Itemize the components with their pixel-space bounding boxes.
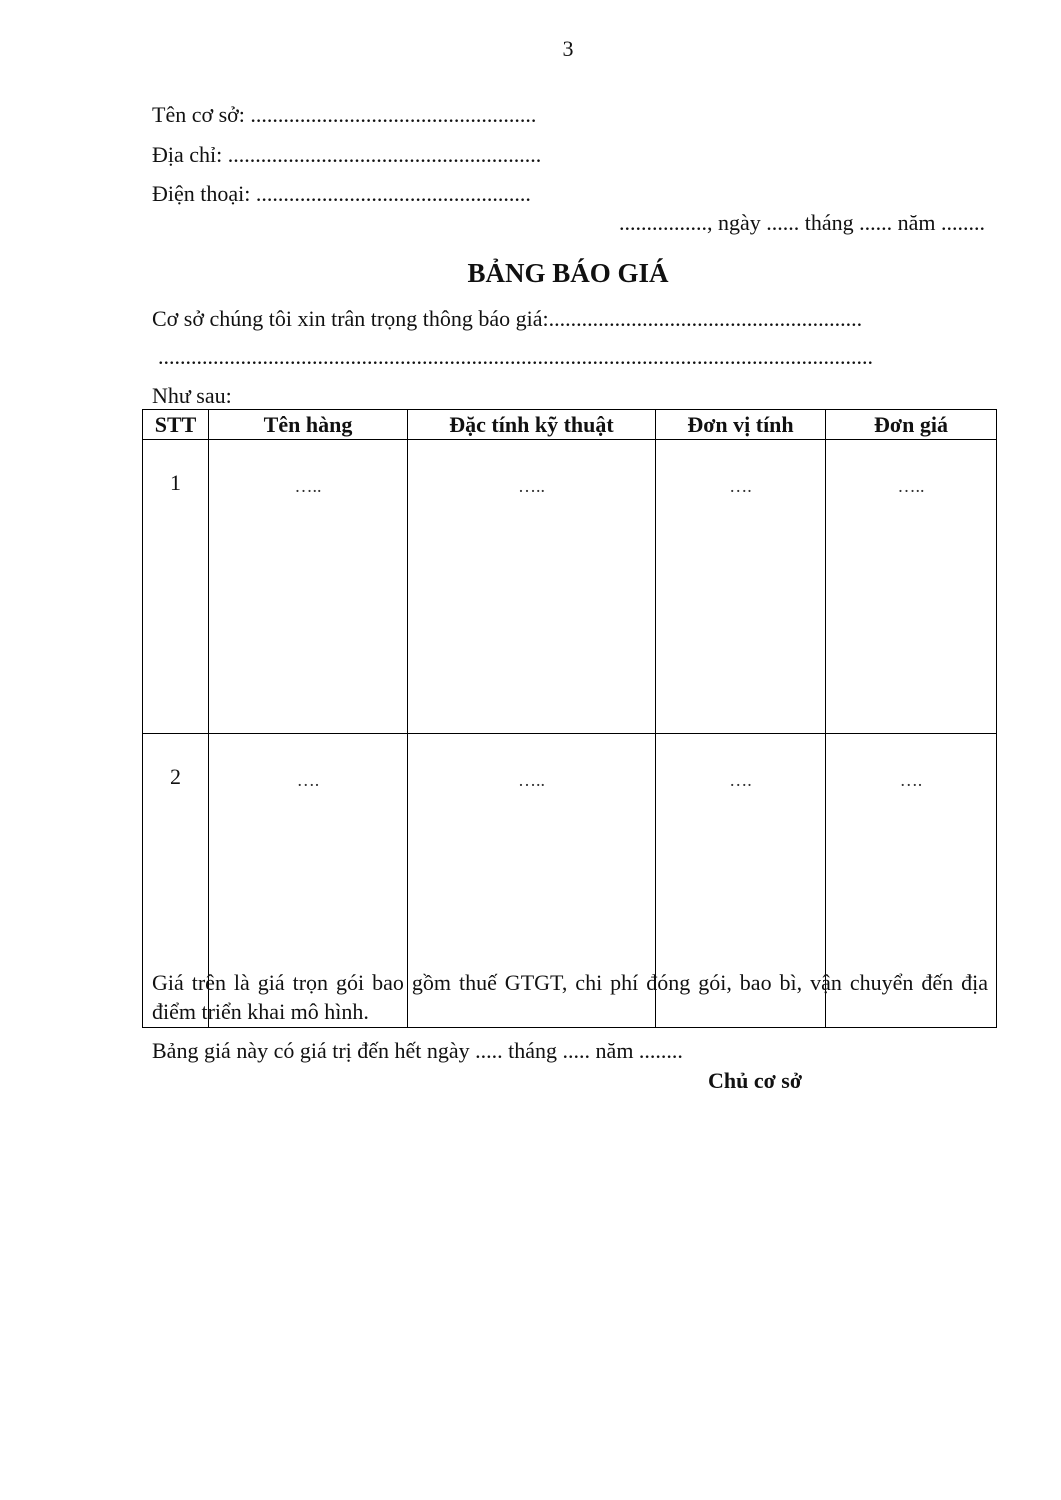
price-table	[142, 409, 997, 1028]
header-technical-specs: Đặc tính kỹ thuật	[408, 410, 656, 440]
table-row	[143, 440, 997, 734]
row-stt: 1	[143, 440, 209, 734]
facility-name-line: Tên cơ sở: ....................................................	[152, 102, 537, 127]
row-unit: ….	[656, 440, 826, 734]
row-unit: ….	[656, 734, 826, 1028]
page-number: 3	[562, 36, 574, 61]
signature-label: Chủ cơ sở	[708, 1068, 803, 1093]
phone-line: Điện thoại: ..................................................	[152, 181, 531, 206]
row-item-name: …..	[209, 440, 408, 734]
header-unit-price: Đơn giá	[826, 410, 997, 440]
date-line: ................, ngày ...... tháng ...... năm ........	[618, 210, 985, 235]
price-note: Giá trên là giá trọn gói bao gồm thuế GTGT, chi phí đóng gói, bao bì, vận chuyển đến địa điểm triển khai mô hình.	[152, 970, 988, 1024]
row-unit-price: ….	[826, 734, 997, 1028]
row-unit-price: …..	[826, 440, 997, 734]
intro-as-follows: Như sau:	[152, 383, 232, 408]
document-title: BẢNG BÁO GIÁ	[467, 258, 669, 288]
row-stt: 2	[143, 734, 209, 1028]
row-technical-specs: …..	[408, 734, 656, 1028]
row-item-name: ….	[209, 734, 408, 1028]
intro-line: Cơ sở chúng tôi xin trân trọng thông báo giá:.........................................................	[152, 306, 863, 331]
intro-dotted-line: ..................................................................................................................................	[158, 344, 873, 369]
header-item-name: Tên hàng	[209, 410, 408, 440]
header-stt: STT	[143, 410, 209, 440]
header-unit: Đơn vị tính	[656, 410, 826, 440]
table-header-row	[143, 410, 997, 440]
row-technical-specs: …..	[408, 440, 656, 734]
validity-line: Bảng giá này có giá trị đến hết ngày ..... tháng ..... năm ........	[152, 1038, 683, 1063]
address-line: Địa chỉ: .........................................................	[152, 142, 542, 167]
